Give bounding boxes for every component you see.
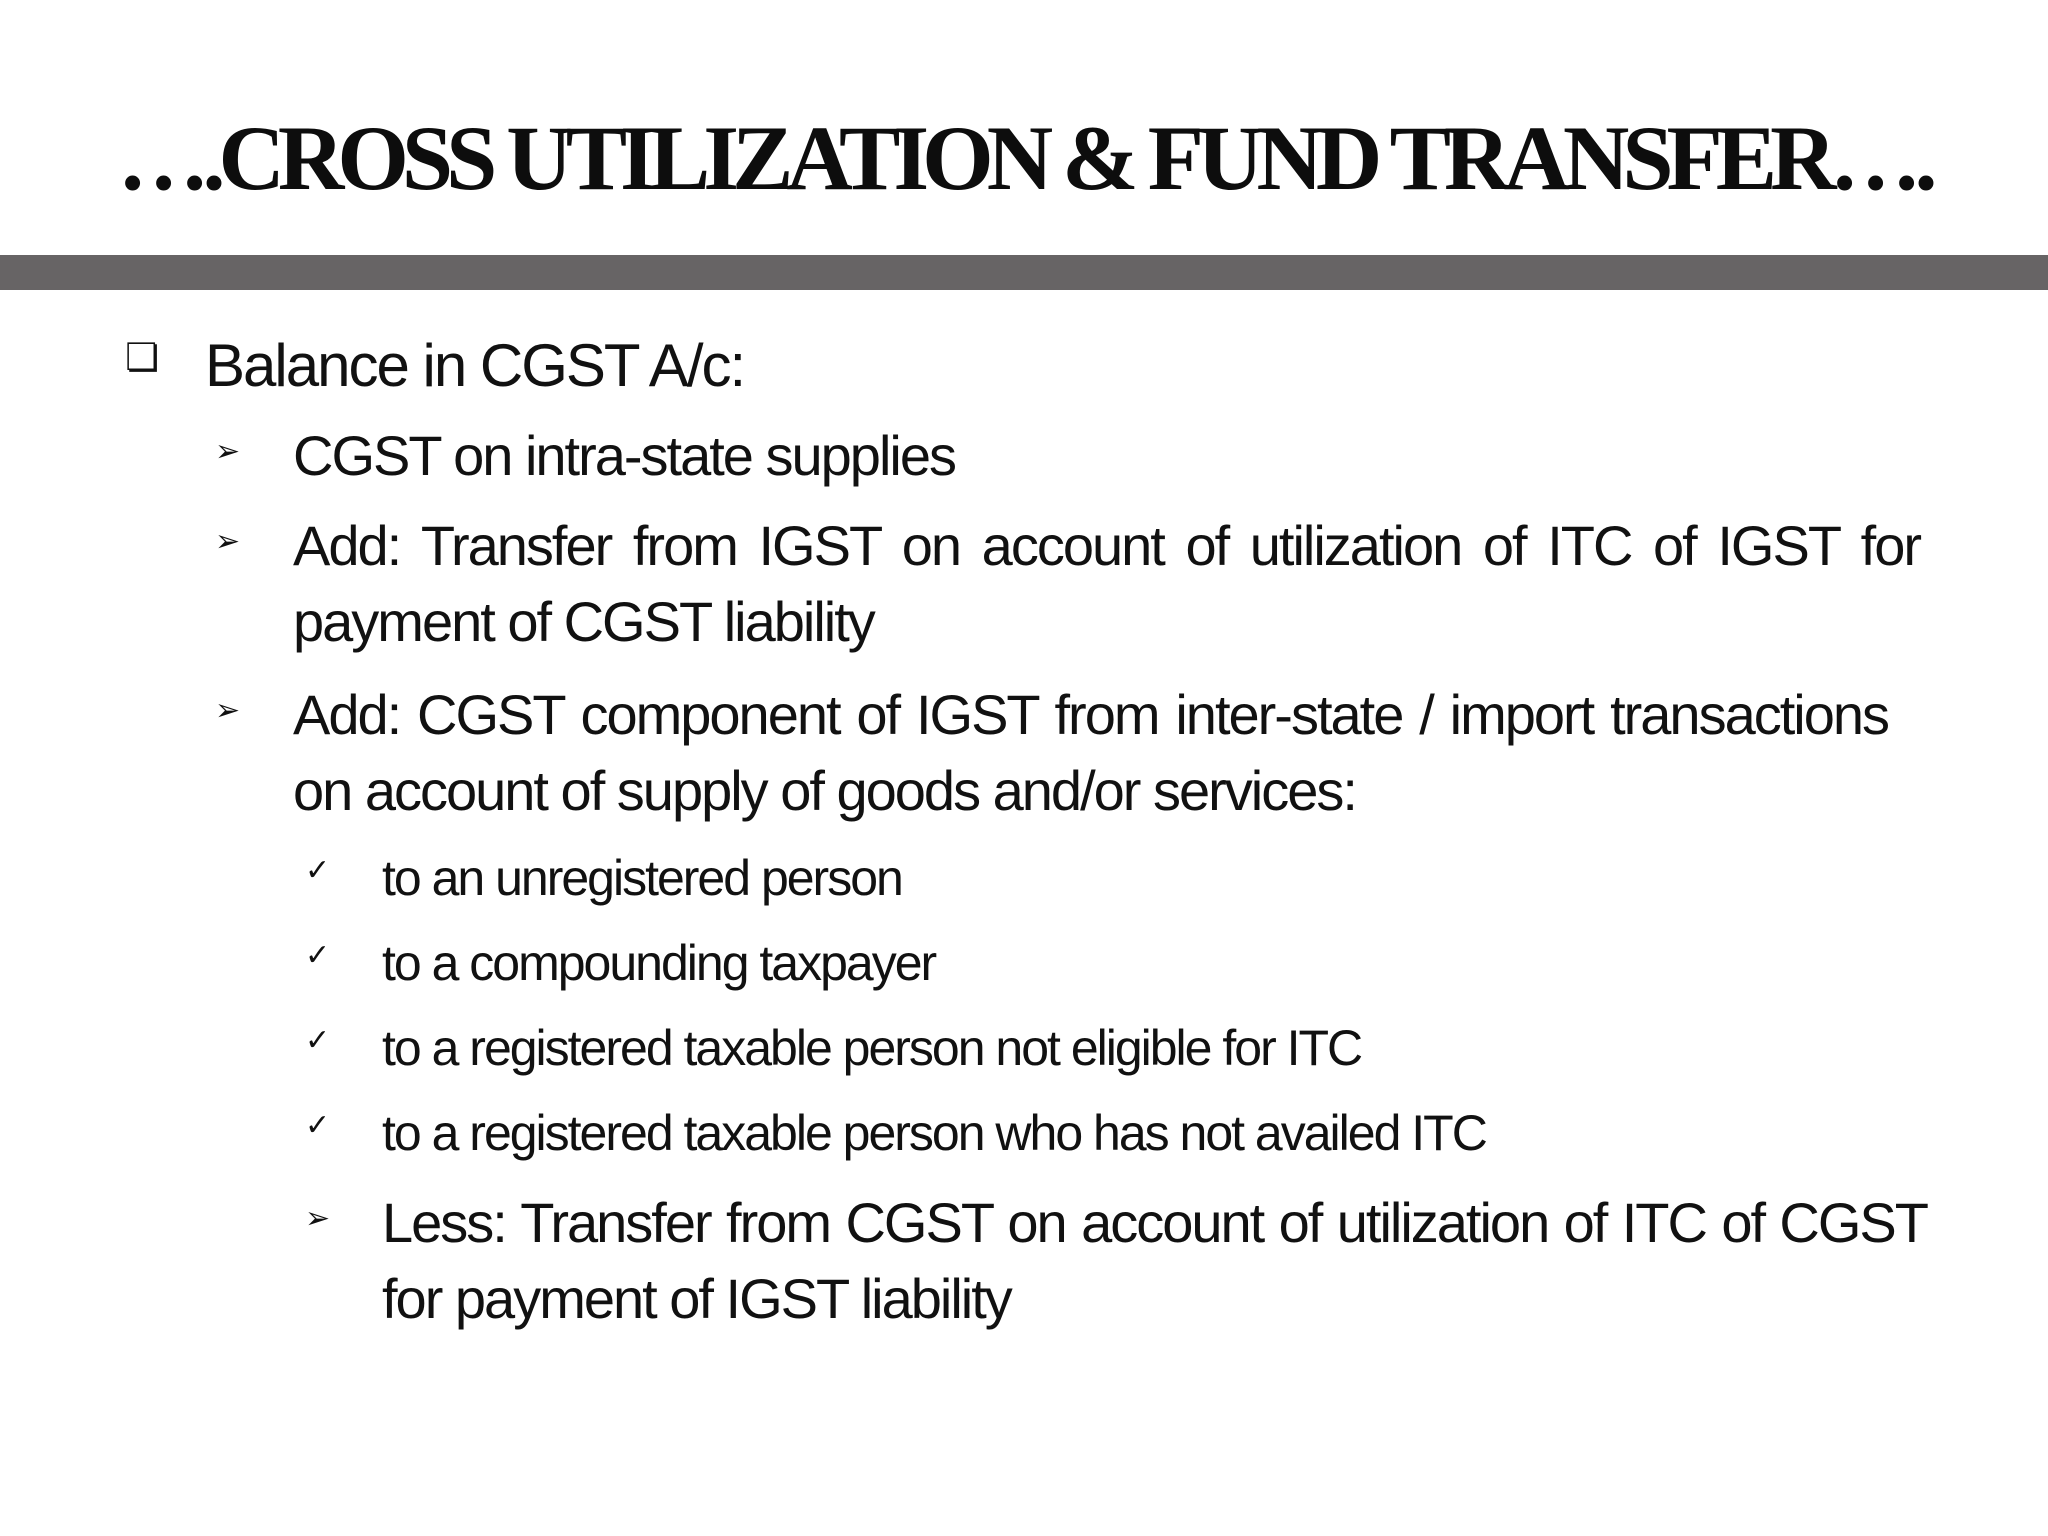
sub-list-item-text: to a registered taxable person who has not availed ITC [382,1105,1486,1161]
sub-list-item-text: to a compounding taxpayer [382,935,936,991]
hollow-square-icon: ❏ [125,335,160,379]
checkmark-icon: ✓ [305,853,331,888]
list-item-text: Add: Transfer from IGST on account of utilization of ITC of IGST for payment of CGST liability [293,514,1920,653]
arrowhead-icon: ➢ [305,1201,331,1236]
sub-list-item-text: to an unregistered person [382,850,902,906]
arrowhead-icon: ➢ [215,524,241,559]
sub-list-item-text: Less: Transfer from CGST on account of utilization of ITC of CGST for payment of IGST liability [382,1191,1927,1330]
list-item-text: Add: CGST component of IGST from inter-state / import transactions on account of supply of goods and/or services: [293,683,1888,822]
arrowhead-icon: ➢ [215,693,241,728]
arrowhead-icon: ➢ [215,434,241,469]
heading-text: Balance in CGST A/c: [205,332,745,399]
list-item-text: CGST on intra-state supplies [293,424,955,487]
sub-list-item-text: to a registered taxable person not eligible for ITC [382,1020,1362,1076]
checkmark-icon: ✓ [305,1023,331,1058]
checkmark-icon: ✓ [305,938,331,973]
checkmark-icon: ✓ [305,1108,331,1143]
slide-title: ….CROSS UTILIZATION & FUND TRANSFER…. [117,107,1931,209]
